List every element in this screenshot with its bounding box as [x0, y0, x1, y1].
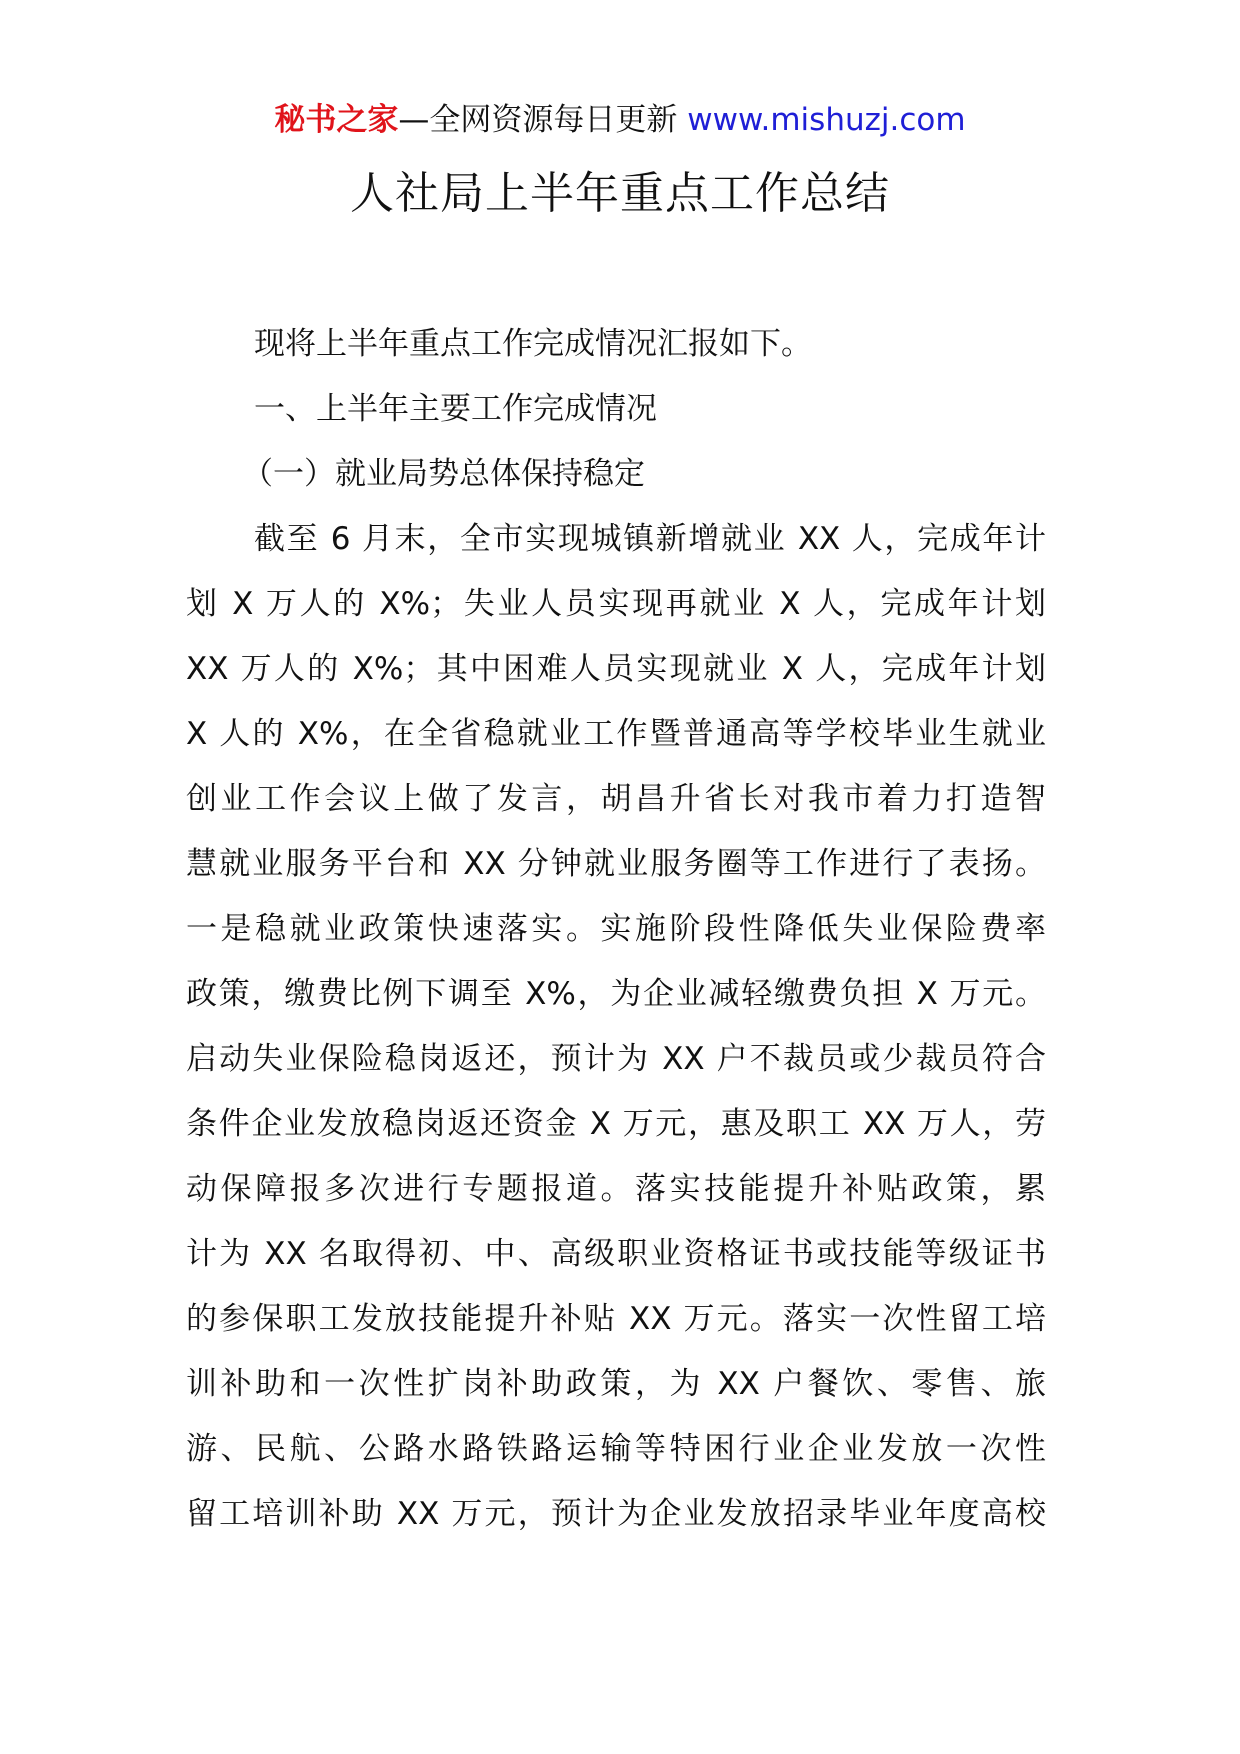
paragraph-line: 划 X 万人的 X%；失业人员实现再就业 X 人，完成年计划 [186, 586, 1046, 622]
section-heading: 一、上半年主要工作完成情况 [254, 391, 657, 427]
paragraph-line: 启动失业保险稳岗返还，预计为 XX 户不裁员或少裁员符合 [186, 1041, 1046, 1077]
document-body [186, 312, 1046, 1547]
paragraph-line: 留工培训补助 XX 万元，预计为企业发放招录毕业年度高校 [186, 1496, 1046, 1532]
paragraph-line: 游、民航、公路水路铁路运输等特困行业企业发放一次性 [186, 1431, 1046, 1467]
paragraph-line: 计为 XX 名取得初、中、高级职业资格证书或技能等级证书 [186, 1236, 1046, 1272]
paragraph-line: 条件企业发放稳岗返还资金 X 万元，惠及职工 XX 万人，劳 [186, 1106, 1046, 1142]
paragraph-line: 截至 6 月末，全市实现城镇新增就业 XX 人，完成年计 [254, 521, 1046, 557]
paragraph-line: 慧就业服务平台和 XX 分钟就业服务圈等工作进行了表扬。 [186, 846, 1046, 882]
subsection-heading: （一）就业局势总体保持稳定 [242, 456, 645, 492]
document-title: 人社局上半年重点工作总结 [350, 168, 890, 219]
paragraph-line: 一是稳就业政策快速落实。实施阶段性降低失业保险费率 [186, 911, 1046, 947]
intro-paragraph: 现将上半年重点工作完成情况汇报如下。 [254, 326, 812, 362]
paragraph-line: X 人的 X%，在全省稳就业工作暨普通高等学校毕业生就业 [186, 716, 1046, 752]
brand-name: 秘书之家 [274, 102, 399, 138]
paragraph-line: 创业工作会议上做了发言，胡昌升省长对我市着力打造智 [186, 781, 1046, 817]
paragraph-line: 政策，缴费比例下调至 X%，为企业减轻缴费负担 X 万元。 [186, 976, 1046, 1012]
paragraph-line: XX 万人的 X%；其中困难人员实现就业 X 人，完成年计划 [186, 651, 1046, 687]
site-url-link[interactable]: www.mishuzj.com [687, 102, 966, 138]
site-banner [0, 100, 1240, 140]
brand-slogan: —全网资源每日更新 [398, 102, 678, 138]
paragraph-line: 训补助和一次性扩岗补助政策，为 XX 户餐饮、零售、旅 [186, 1366, 1046, 1402]
paragraph-line: 动保障报多次进行专题报道。落实技能提升补贴政策，累 [186, 1171, 1046, 1207]
paragraph-line: 的参保职工发放技能提升补贴 XX 万元。落实一次性留工培 [186, 1301, 1046, 1337]
